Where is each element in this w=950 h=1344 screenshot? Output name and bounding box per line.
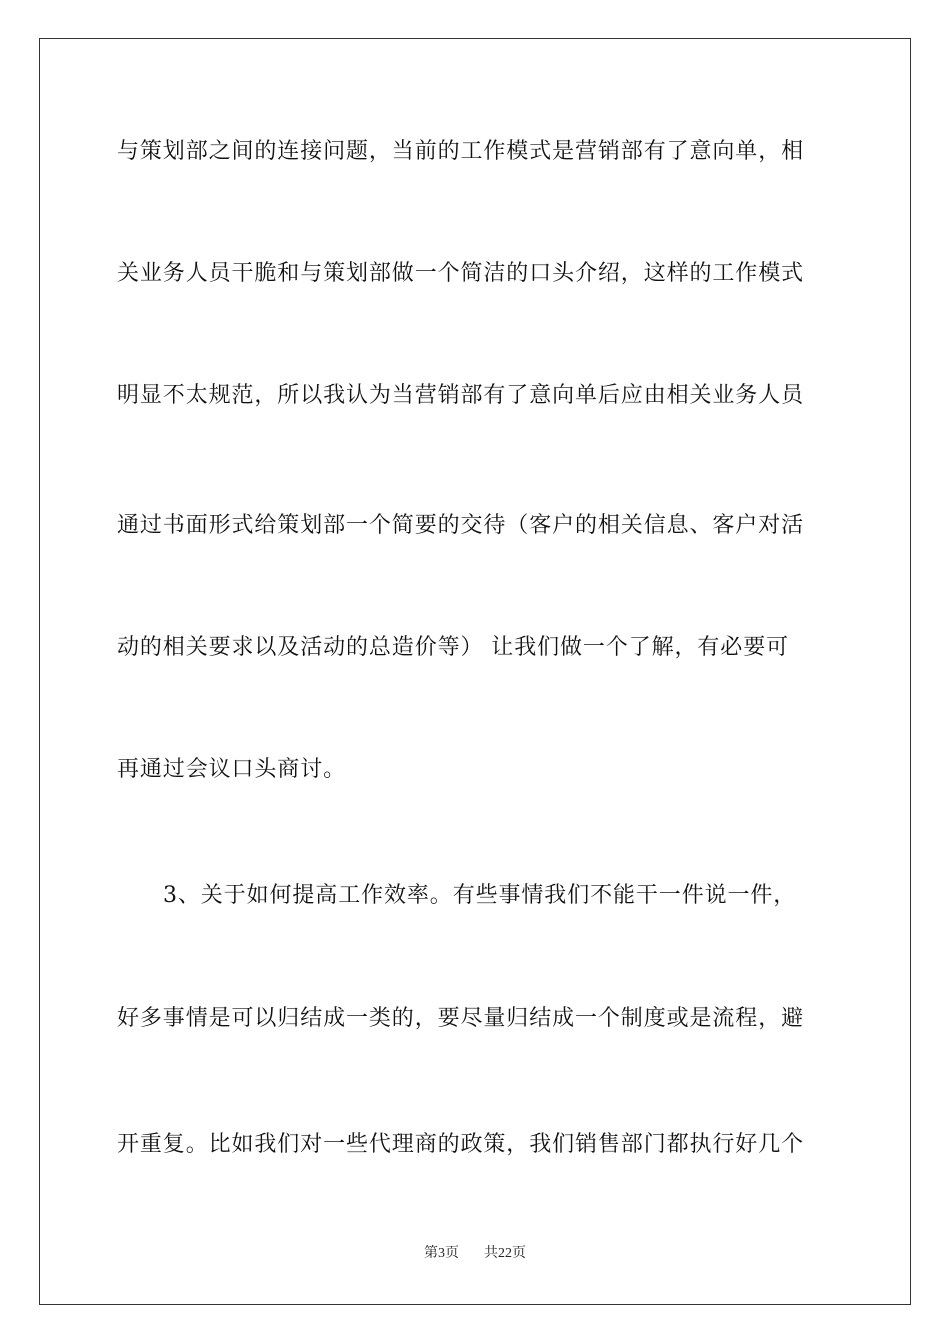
paragraph-line: 通过书面形式给策划部一个简要的交待（客户的相关信息、客户对活 <box>117 513 805 538</box>
paragraph-line: 3、关于如何提高工作效率。有些事情我们不能干一件说一件， <box>163 883 797 908</box>
page-number: 第3页 <box>424 1246 459 1261</box>
paragraph-line: 关业务人员干脆和与策划部做一个简洁的口头介绍，这样的工作模式 <box>117 261 805 286</box>
paragraph-line: 开重复。比如我们对一些代理商的政策，我们销售部门都执行好几个 <box>117 1132 805 1157</box>
paragraph-line: 与策划部之间的连接问题，当前的工作模式是营销部有了意向单，相 <box>117 139 805 164</box>
page-footer <box>0 1244 950 1264</box>
page-total: 共22页 <box>484 1246 526 1261</box>
paragraph-line: 好多事情是可以归结成一类的，要尽量归结成一个制度或是流程，避 <box>117 1006 805 1031</box>
paragraph-line: 动的相关要求以及活动的总造价等） 让我们做一个了解，有必要可 <box>117 635 789 660</box>
page-border <box>39 38 911 1305</box>
paragraph-line: 再通过会议口头商讨。 <box>117 757 347 782</box>
paragraph-line: 明显不太规范，所以我认为当营销部有了意向单后应由相关业务人员 <box>117 383 805 408</box>
